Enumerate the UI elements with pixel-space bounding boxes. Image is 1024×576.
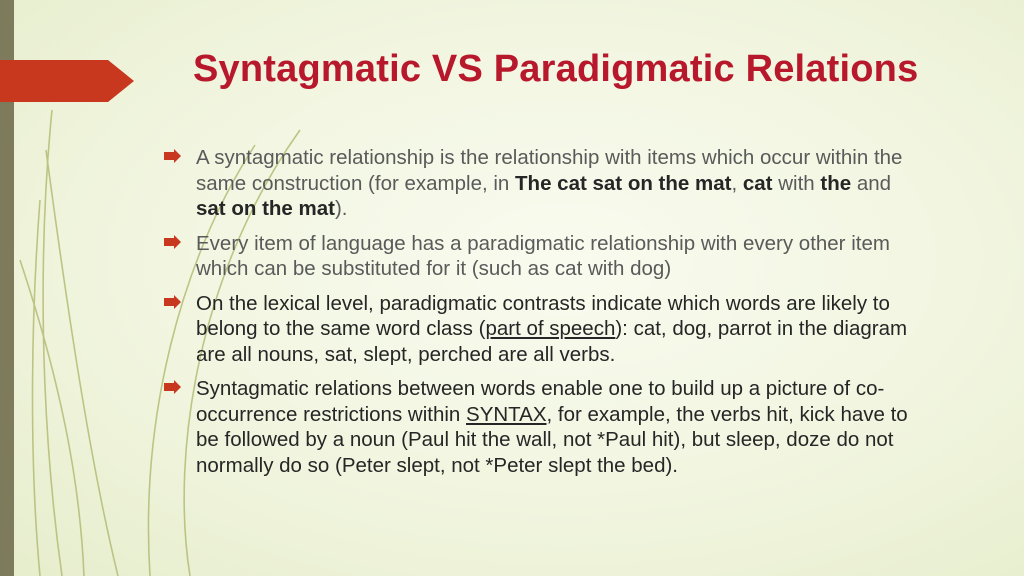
bullet-item-syntagmatic-relations <box>162 376 912 478</box>
bold-word-cat: cat <box>742 171 773 195</box>
part-of-speech-link[interactable]: part of speech <box>485 317 616 340</box>
bullet-item-paradigmatic-definition <box>162 231 912 282</box>
bold-phrase-sat-on-the-mat: sat on the mat <box>196 197 335 220</box>
bullet-text: Syntagmatic relations between words enable one to build up a picture of co-occurrence restrictions within <box>196 377 885 426</box>
bold-word-the: the <box>820 171 852 195</box>
slide-title: Syntagmatic VS Paradigmatic Relations <box>193 48 919 90</box>
syntax-link[interactable]: SYNTAX <box>466 402 547 426</box>
arrow-bullet-icon <box>164 149 181 163</box>
arrow-bullet-icon <box>164 235 181 249</box>
bullet-text: On the lexical level, paradigmatic contrasts indicate which words are likely to belong to the same word class ( <box>196 291 890 340</box>
bullet-text: Every item of language has a paradigmatic relationship with every other item which can be substituted for it (such as cat with dog) <box>196 231 890 280</box>
title-accent-arrow <box>0 58 140 104</box>
bullet-text: ). <box>334 197 348 220</box>
bullet-item-syntagmatic-definition <box>162 145 912 222</box>
arrow-bullet-icon <box>164 380 181 394</box>
arrow-bullet-icon <box>164 295 181 309</box>
bullet-text: , <box>731 171 743 195</box>
bullet-text: ): cat, dog, parrot in the diagram are all nouns, sat, slept, perched are all verbs. <box>196 317 908 366</box>
bullet-text: with <box>772 171 821 195</box>
bullet-list <box>162 145 912 478</box>
bold-example-sentence: The cat sat on the mat <box>515 171 732 195</box>
bullet-text: and <box>851 171 892 195</box>
bullet-item-lexical-level <box>162 291 912 368</box>
bullet-text: A syntagmatic relationship is the relationship with items which occur within the same construction (for example, in <box>196 146 903 195</box>
bullet-text: , for example, the verbs hit, kick have to be followed by a noun (Paul hit the wall, not *Paul hit), but sleep, doze do not normally do so (Peter slept, not *Peter slept the bed). <box>196 402 908 477</box>
